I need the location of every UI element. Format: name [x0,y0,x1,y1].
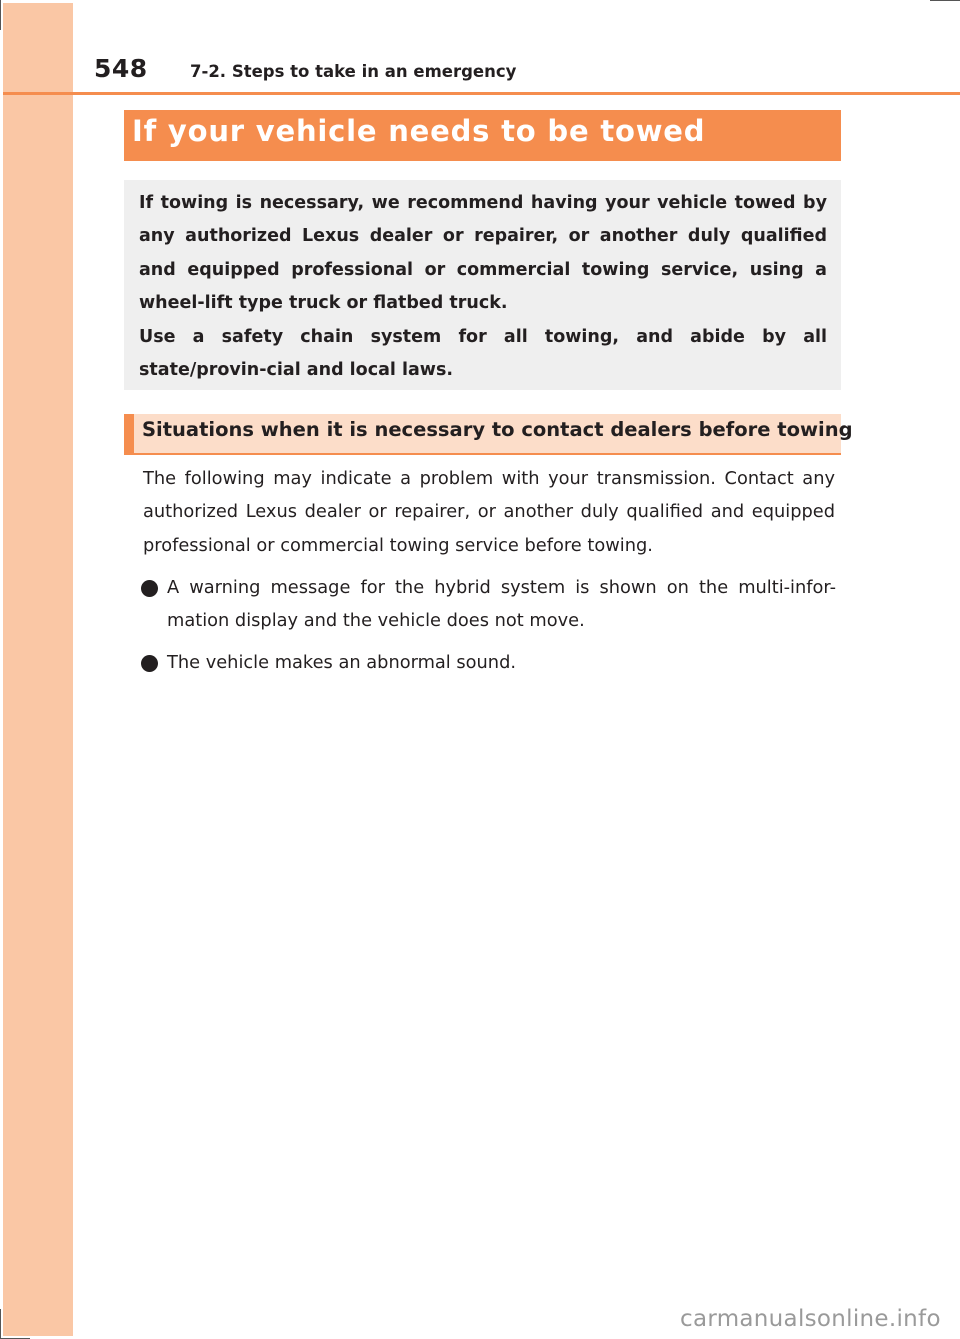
section-header: 7-2. Steps to take in an emergency [190,62,517,81]
crop-mark-top-right [930,0,960,1]
crop-mark-top-left [0,0,1,30]
intro-box [124,180,841,390]
bullet-text: A warning message for the hybrid system is shown on the multi-infor-mation display and the vehicle does not move. [167,577,836,632]
bullet-item [140,646,836,679]
page-title: If your vehicle needs to be towed [132,114,706,148]
bullet-text: The vehicle makes an abnormal sound. [167,652,517,673]
intro-paragraph-1: If towing is necessary, we recommend having your vehicle towed by any authorized Lexus dealer or repairer, or another duly qualified and equipped professional or commercial towing service, using a wheel-lift type truck or flatbed truck. [139,193,827,314]
page-number: 548 [94,54,148,83]
title-bar [124,110,841,161]
crop-mark-bottom-left [0,1309,1,1339]
intro-paragraph-2: Use a safety chain system for all towing, and abide by all state/provin-cial and local laws. [139,326,827,381]
watermark: carmanualsonline.info [680,1306,941,1332]
bullet-dot-icon [141,580,158,597]
side-tab-strip [3,3,73,1336]
subheading-bar [124,414,853,455]
bullet-dot-icon [141,655,158,672]
subheading: Situations when it is necessary to contact dealers before towing [142,418,853,441]
bullet-item [140,571,836,638]
body-paragraph: The following may indicate a problem with your transmission. Contact any authorized Lexus dealer or repairer, or another duly qualified and equipped professional or commercial towing service before towing. [143,468,835,556]
header-rule [3,92,960,95]
